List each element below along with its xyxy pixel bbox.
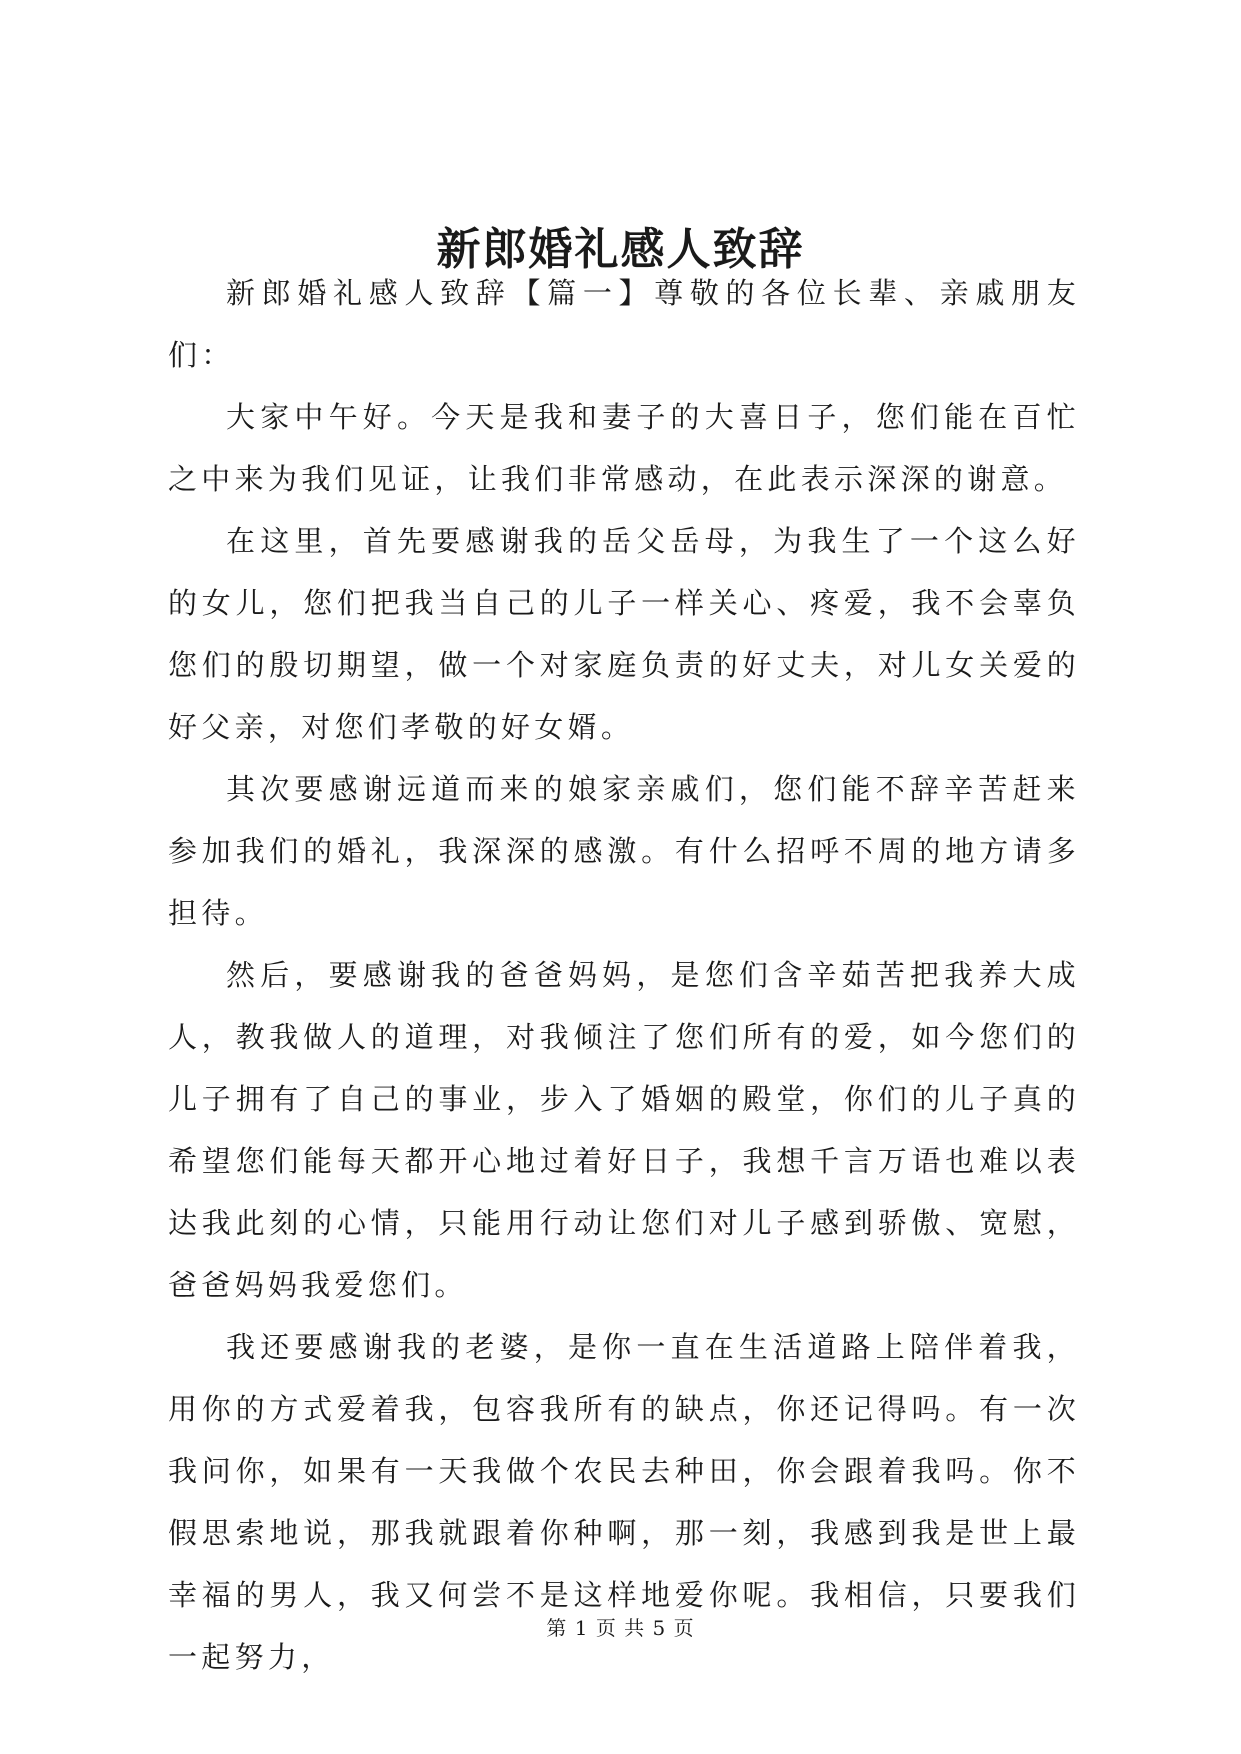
paragraph-6: 我还要感谢我的老婆，是你一直在生活道路上陪伴着我，用你的方式爱着我，包容我所有的缺点，你还记得吗。有一次我问你，如果有一天我做个农民去种田，你会跟着我吗。你不假思索地说，那我就跟着你种啊，那一刻，我感到我是世上最幸福的男人，我又何尝不是这样地爱你呢。我相信，只要我们一起努力， [168,1330,1080,1674]
document-title: 新郎婚礼感人致辞 [436,224,805,275]
page-number-footer: 第 1 页 共 5 页 [546,1616,695,1640]
document-body [168,262,1080,1688]
paragraph-2: 大家中午好。今天是我和妻子的大喜日子，您们能在百忙之中来为我们见证，让我们非常感动，在此表示深深的谢意。 [168,400,1080,496]
paragraph-1: 新郎婚礼感人致辞【篇一】尊敬的各位长辈、亲戚朋友们： [168,276,1080,372]
paragraph-4: 其次要感谢远道而来的娘家亲戚们，您们能不辞辛苦赶来参加我们的婚礼，我深深的感激。有什么招呼不周的地方请多担待。 [168,772,1080,930]
paragraph-5: 然后，要感谢我的爸爸妈妈，是您们含辛茹苦把我养大成人，教我做人的道理，对我倾注了您们所有的爱，如今您们的儿子拥有了自己的事业，步入了婚姻的殿堂，你们的儿子真的希望您们能每天都开心地过着好日子，我想千言万语也难以表达我此刻的心情，只能用行动让您们对儿子感到骄傲、宽慰，爸爸妈妈我爱您们。 [168,958,1080,1302]
paragraph-3: 在这里，首先要感谢我的岳父岳母，为我生了一个这么好的女儿，您们把我当自己的儿子一样关心、疼爱，我不会辜负您们的殷切期望，做一个对家庭负责的好丈夫，对儿女关爱的好父亲，对您们孝敬的好女婿。 [168,524,1080,744]
